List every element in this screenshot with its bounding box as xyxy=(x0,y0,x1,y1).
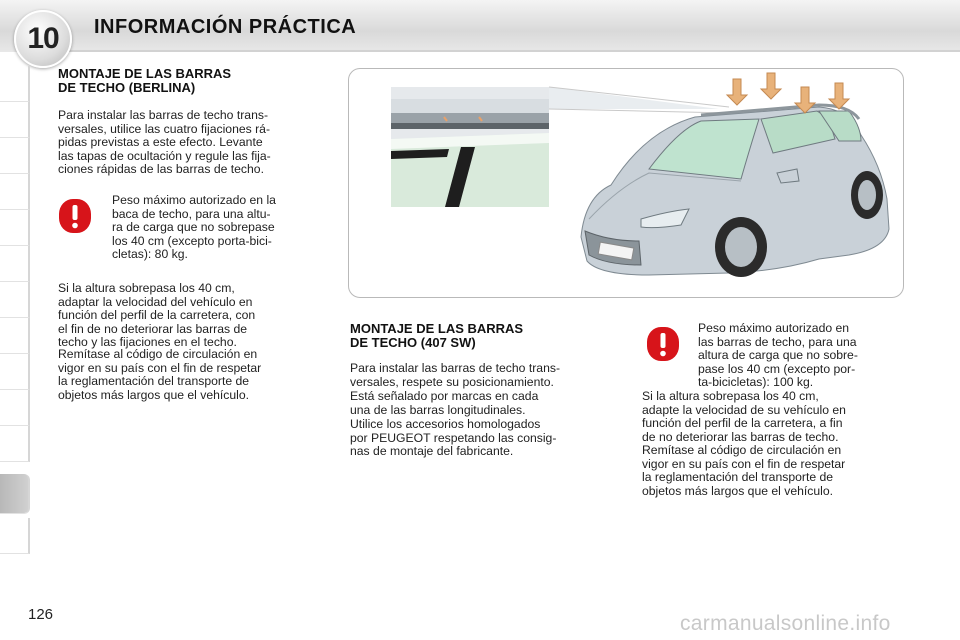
sw-accessories-paragraph: Utilice los accesorios homologados por PEUGEOT respetando las consig- nas de montaje del fabricante. xyxy=(350,417,557,459)
sw-weight-warning: Peso máximo autorizado en las barras de techo, para una altura de carga que no sobre- pase los 40 cm (excepto por- ta-bicicletas): 100 kg. xyxy=(698,321,858,390)
page-title: INFORMACIÓN PRÁCTICA xyxy=(94,16,357,38)
sw-marks-paragraph: Está señalado por marcas en cada una de las barras longitudinales. xyxy=(350,389,539,417)
chapter-tab[interactable] xyxy=(0,102,30,138)
chapter-tab[interactable] xyxy=(0,174,30,210)
car-roof-bars-figure xyxy=(348,68,904,298)
chapter-tab[interactable] xyxy=(0,354,30,390)
sw-traffic-code-paragraph: Remítase al código de circulación en vigor en su país con el fin de respetar la reglamentación del transporte de objetos más largos que el vehículo. xyxy=(642,443,846,498)
chapter-tab[interactable] xyxy=(0,138,30,174)
berlina-intro-paragraph: Para instalar las barras de techo trans- versales, utilice las cuatro fijaciones rá- pidas previstas a este efecto. Levante las tapas de ocultación y regule las fija- ciones rápidas de las barras de techo. xyxy=(58,108,271,177)
car-roof-bars-illustration-icon xyxy=(349,69,903,297)
chapter-tab[interactable] xyxy=(0,210,30,246)
warning-icon xyxy=(646,326,680,362)
chapter-tab-active[interactable] xyxy=(0,474,30,514)
section-heading-407sw: MONTAJE DE LAS BARRAS DE TECHO (407 SW) xyxy=(350,321,524,350)
warning-icon xyxy=(58,198,92,234)
chapter-tab[interactable] xyxy=(0,318,30,354)
chapter-number: 10 xyxy=(27,22,59,55)
chapter-number-badge xyxy=(14,10,72,68)
berlina-weight-warning: Peso máximo autorizado en la baca de techo, para una altu- ra de carga que no sobrepase los 40 cm (excepto porta-bici- cletas): 80 kg. xyxy=(112,193,276,262)
chapter-tab[interactable] xyxy=(0,390,30,426)
berlina-height-paragraph: Si la altura sobrepasa los 40 cm, adaptar la velocidad del vehículo en función del perfil de la carretera, con el fin de no deteriorar las barras de techo y las fijaciones en el techo. xyxy=(58,281,256,350)
chapter-tab[interactable] xyxy=(0,246,30,282)
chapter-tab[interactable] xyxy=(0,518,30,554)
sw-intro-paragraph: Para instalar las barras de techo trans- versales, respete su posicionamiento. xyxy=(350,361,560,389)
section-heading-berlina: MONTAJE DE LAS BARRAS DE TECHO (BERLINA) xyxy=(58,66,232,95)
watermark-text: carmanualsonline.info xyxy=(680,612,891,635)
sw-height-paragraph: Si la altura sobrepasa los 40 cm, adapte la velocidad de su vehículo en función del perfil de la carretera, a fin de no deteriorar las barras de techo. xyxy=(642,389,846,444)
chapter-tab[interactable] xyxy=(0,426,30,462)
chapter-tab[interactable] xyxy=(0,66,30,102)
page-number: 126 xyxy=(28,606,54,623)
berlina-traffic-code-paragraph: Remítase al código de circulación en vigor en su país con el fin de respetar la reglamentación del transporte de objetos más largos que el vehículo. xyxy=(58,347,262,402)
chapter-tabs xyxy=(0,66,34,578)
chapter-tab[interactable] xyxy=(0,282,30,318)
